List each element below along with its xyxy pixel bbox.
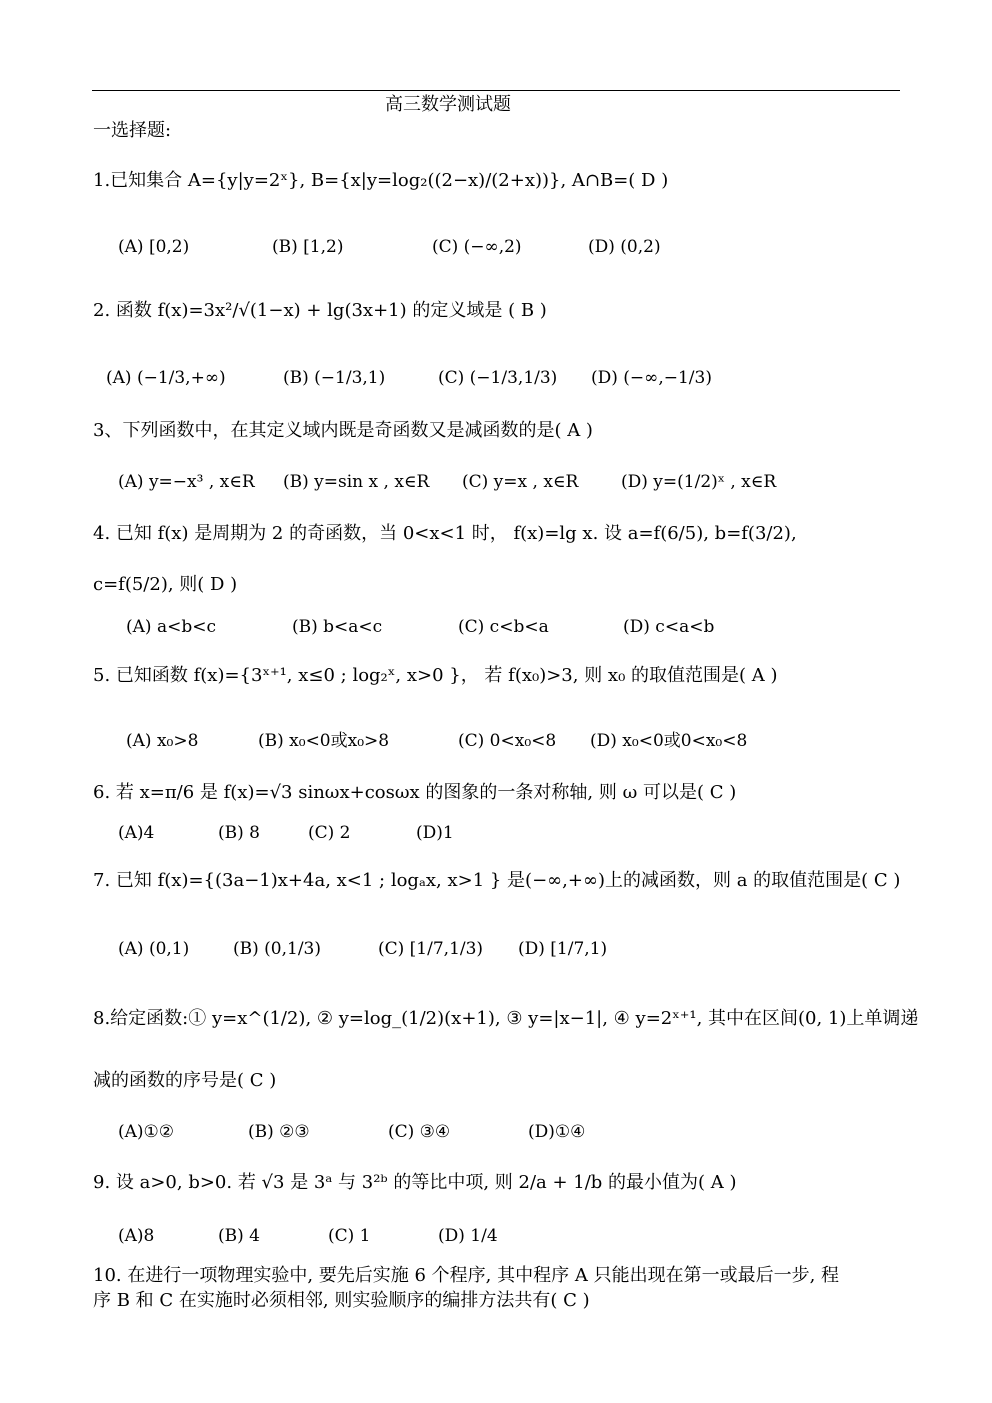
q1-option-d: (D) (0,2)	[588, 237, 661, 257]
question-4-stem-continued: c=f(5/2), 则( D )	[93, 574, 238, 595]
question-3-stem: 3、下列函数中，在其定义域内既是奇函数又是减函数的是( A )	[93, 420, 593, 441]
q3-option-c: (C) y=x , x∈R	[462, 472, 579, 492]
q3-option-a: (A) y=−x³ , x∈R	[118, 472, 255, 492]
header-rule	[92, 90, 900, 91]
q7-option-c: (C) [1/7,1/3)	[378, 939, 484, 959]
q5-option-d: (D) x₀<0或0<x₀<8	[590, 731, 748, 751]
q2-option-a: (A) (−1/3,+∞)	[106, 368, 226, 388]
q6-option-b: (B) 8	[218, 823, 260, 843]
q3-option-d: (D) y=(1/2)ˣ , x∈R	[621, 472, 777, 492]
q5-option-a: (A) x₀>8	[126, 731, 199, 751]
q9-option-c: (C) 1	[328, 1226, 371, 1246]
q3-option-b: (B) y=sin x , x∈R	[283, 472, 430, 492]
q1-option-b: (B) [1,2)	[272, 237, 344, 257]
question-10-stem: 10. 在进行一项物理实验中, 要先后实施 6 个程序, 其中程序 A 只能出现在第一或最后一步, 程	[93, 1265, 840, 1286]
q8-option-c: (C) ③④	[388, 1122, 451, 1142]
q9-option-a: (A)8	[118, 1226, 155, 1246]
q8-option-d: (D)①④	[528, 1122, 586, 1142]
q1-option-c: (C) (−∞,2)	[432, 237, 522, 257]
section-heading: 一选择题:	[93, 120, 172, 141]
q8-option-a: (A)①②	[118, 1122, 175, 1142]
q5-option-b: (B) x₀<0或x₀>8	[258, 731, 390, 751]
q2-option-d: (D) (−∞,−1/3)	[591, 368, 712, 388]
question-7-stem: 7. 已知 f(x)={(3a−1)x+4a, x<1 ; logₐx, x>1 } 是(−∞,+∞)上的减函数，则 a 的取值范围是( C )	[93, 870, 901, 891]
question-2-stem: 2. 函数 f(x)=3x²/√(1−x) + lg(3x+1) 的定义域是 ( B )	[93, 300, 547, 321]
question-9-stem: 9. 设 a>0, b>0. 若 √3 是 3ᵃ 与 3²ᵇ 的等比中项, 则 2/a + 1/b 的最小值为( A )	[93, 1172, 737, 1193]
q4-option-c: (C) c<b<a	[458, 617, 549, 637]
q7-option-a: (A) (0,1)	[118, 939, 190, 959]
q4-option-a: (A) a<b<c	[126, 617, 216, 637]
question-1-stem: 1.已知集合 A={y|y=2ˣ}, B={x|y=log₂((2−x)/(2+x))}, A∩B=( D )	[93, 170, 669, 191]
q4-option-d: (D) c<a<b	[623, 617, 715, 637]
q6-option-c: (C) 2	[308, 823, 351, 843]
q7-option-d: (D) [1/7,1)	[518, 939, 608, 959]
question-4-stem: 4. 已知 f(x) 是周期为 2 的奇函数，当 0<x<1 时， f(x)=lg x. 设 a=f(6/5), b=f(3/2),	[93, 523, 797, 544]
q9-option-b: (B) 4	[218, 1226, 260, 1246]
q2-option-b: (B) (−1/3,1)	[283, 368, 386, 388]
q7-option-b: (B) (0,1/3)	[233, 939, 322, 959]
q4-option-b: (B) b<a<c	[292, 617, 383, 637]
q6-option-a: (A)4	[118, 823, 155, 843]
question-8-stem: 8.给定函数:① y=x^(1/2), ② y=log_(1/2)(x+1), ③ y=|x−1|, ④ y=2ˣ⁺¹, 其中在区间(0, 1)上单调递	[93, 1008, 919, 1029]
q6-option-d: (D)1	[416, 823, 454, 843]
q2-option-c: (C) (−1/3,1/3)	[438, 368, 558, 388]
q5-option-c: (C) 0<x₀<8	[458, 731, 557, 751]
question-6-stem: 6. 若 x=π/6 是 f(x)=√3 sinωx+cosωx 的图象的一条对称轴, 则 ω 可以是( C )	[93, 782, 737, 803]
question-10-stem-continued: 序 B 和 C 在实施时必须相邻, 则实验顺序的编排方法共有( C )	[93, 1290, 590, 1311]
page-title: 高三数学测试题	[385, 94, 511, 115]
question-8-stem-continued: 减的函数的序号是( C )	[93, 1070, 277, 1091]
q1-option-a: (A) [0,2)	[118, 237, 190, 257]
question-5-stem: 5. 已知函数 f(x)={3ˣ⁺¹, x≤0 ; log₂ˣ, x>0 }， 若 f(x₀)>3, 则 x₀ 的取值范围是( A )	[93, 665, 778, 686]
q8-option-b: (B) ②③	[248, 1122, 310, 1142]
q9-option-d: (D) 1/4	[438, 1226, 498, 1246]
